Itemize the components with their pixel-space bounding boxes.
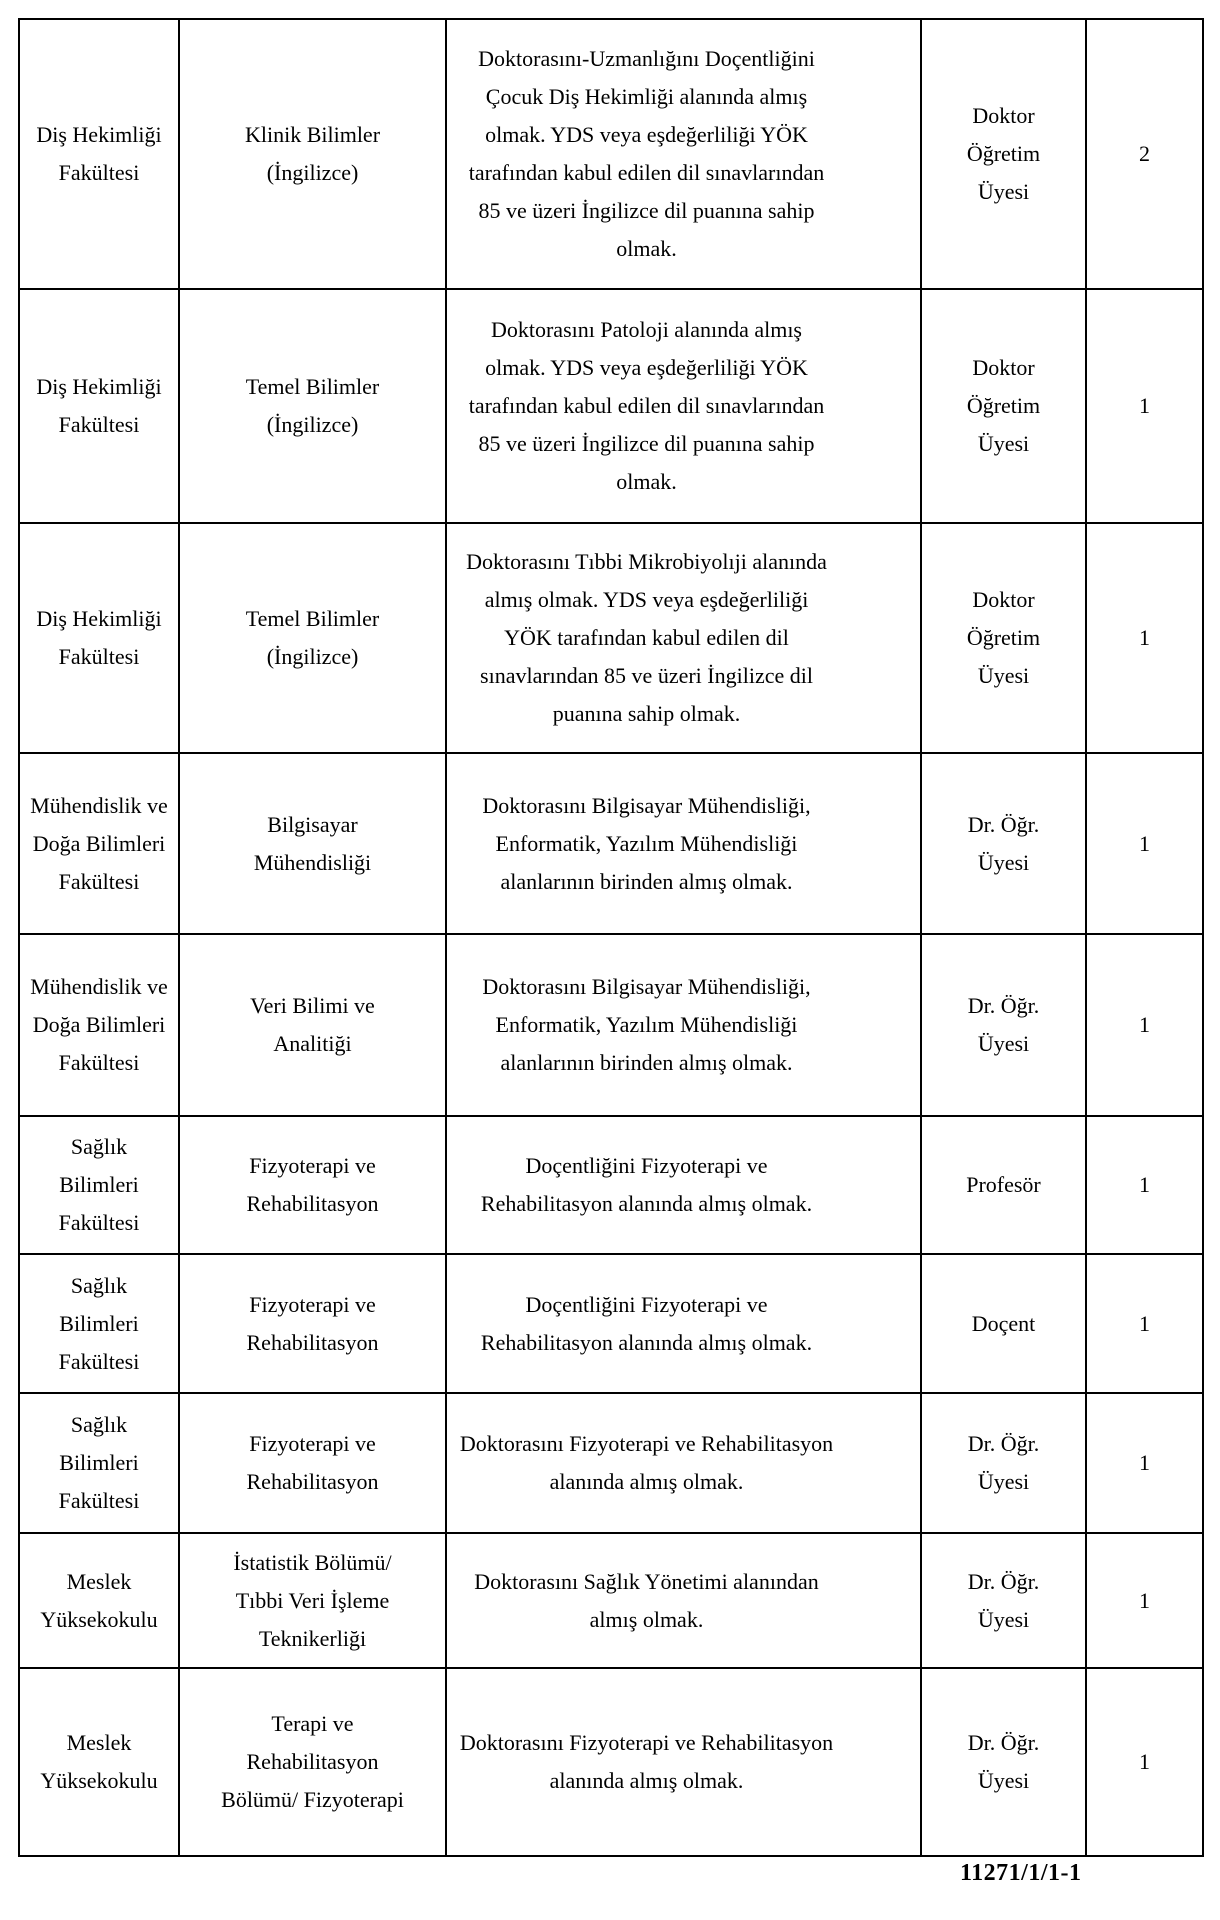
table-row (19, 1116, 1203, 1254)
title-cell: Dr. Öğr. Üyesi (921, 753, 1086, 934)
requirements-cell (446, 934, 921, 1116)
table-row (19, 1393, 1203, 1533)
table-row (19, 523, 1203, 753)
count-cell: 1 (1086, 1393, 1203, 1533)
department-cell: Fizyoterapi ve Rehabilitasyon (179, 1116, 446, 1254)
table-row (19, 1668, 1203, 1856)
requirements-cell (446, 1116, 921, 1254)
count-cell: 1 (1086, 934, 1203, 1116)
table-row (19, 19, 1203, 289)
requirements-cell (446, 1668, 921, 1856)
requirements-text: Doktorasını Fizyoterapi ve Rehabilitasyon alanında almış olmak. (459, 1431, 834, 1494)
requirements-cell (446, 753, 921, 934)
faculty-cell: Diş Hekimliği Fakültesi (19, 523, 179, 753)
department-cell: Bilgisayar Mühendisliği (179, 753, 446, 934)
requirements-text: Doktorasını Bilgisayar Mühendisliği, Enformatik, Yazılım Mühendisliği alanlarının birinden almış olmak. (482, 792, 811, 894)
department-cell: Terapi ve Rehabilitasyon Bölümü/ Fizyoterapi (179, 1668, 446, 1856)
requirements-cell (446, 289, 921, 523)
department-cell: Fizyoterapi ve Rehabilitasyon (179, 1254, 446, 1393)
requirements-cell (446, 1254, 921, 1393)
title-cell: Dr. Öğr. Üyesi (921, 1668, 1086, 1856)
requirements-text: Doktorasını-Uzmanlığını Doçentliğini Çocuk Diş Hekimliği alanında almış olmak. YDS veya eşdeğerliliği YÖK tarafından kabul edilen dil sınavlarından 85 ve üzeri İngilizce dil puanına sahip olmak. (468, 46, 825, 261)
count-cell: 1 (1086, 523, 1203, 753)
table-row (19, 753, 1203, 934)
title-cell: Doktor Öğretim Üyesi (921, 289, 1086, 523)
department-cell: İstatistik Bölümü/ Tıbbi Veri İşleme Teknikerliği (179, 1533, 446, 1668)
requirements-text: Doktorasını Bilgisayar Mühendisliği, Enformatik, Yazılım Mühendisliği alanlarının birinden almış olmak. (482, 974, 811, 1075)
faculty-cell: Sağlık Bilimleri Fakültesi (19, 1393, 179, 1533)
faculty-cell: Mühendislik ve Doğa Bilimleri Fakültesi (19, 934, 179, 1116)
department-cell: Veri Bilimi ve Analitiği (179, 934, 446, 1116)
count-cell: 1 (1086, 1533, 1203, 1668)
requirements-cell (446, 19, 921, 289)
department-cell: Temel Bilimler (İngilizce) (179, 523, 446, 753)
requirements-text: Doktorasını Fizyoterapi ve Rehabilitasyon alanında almış olmak. (459, 1730, 834, 1793)
title-cell: Dr. Öğr. Üyesi (921, 1533, 1086, 1668)
title-cell: Profesör (921, 1116, 1086, 1254)
table-row (19, 1533, 1203, 1668)
department-cell: Fizyoterapi ve Rehabilitasyon (179, 1393, 446, 1533)
count-cell: 2 (1086, 19, 1203, 289)
faculty-cell: Meslek Yüksekokulu (19, 1668, 179, 1856)
department-cell: Temel Bilimler (İngilizce) (179, 289, 446, 523)
faculty-cell: Mühendislik ve Doğa Bilimleri Fakültesi (19, 753, 179, 934)
title-cell: Doçent (921, 1254, 1086, 1393)
faculty-cell: Diş Hekimliği Fakültesi (19, 289, 179, 523)
document-number: 11271/1/1-1 (960, 1860, 1082, 1886)
title-cell: Doktor Öğretim Üyesi (921, 19, 1086, 289)
faculty-cell: Sağlık Bilimleri Fakültesi (19, 1116, 179, 1254)
title-cell: Dr. Öğr. Üyesi (921, 1393, 1086, 1533)
faculty-cell: Sağlık Bilimleri Fakültesi (19, 1254, 179, 1393)
requirements-text: Doçentliğini Fizyoterapi ve Rehabilitasyon alanında almış olmak. (480, 1153, 813, 1216)
count-cell: 1 (1086, 1116, 1203, 1254)
faculty-cell: Diş Hekimliği Fakültesi (19, 19, 179, 289)
requirements-cell (446, 1533, 921, 1668)
requirements-text: Doktorasını Patoloji alanında almış olmak. YDS veya eşdeğerliliği YÖK tarafından kabul edilen dil sınavlarından 85 ve üzeri İngilizce dil puanına sahip olmak. (468, 317, 825, 494)
requirements-cell (446, 523, 921, 753)
title-cell: Doktor Öğretim Üyesi (921, 523, 1086, 753)
count-cell: 1 (1086, 289, 1203, 523)
count-cell: 1 (1086, 753, 1203, 934)
faculty-cell: Meslek Yüksekokulu (19, 1533, 179, 1668)
table-row (19, 289, 1203, 523)
table-row (19, 934, 1203, 1116)
requirements-text: Doktorasını Tıbbi Mikrobiyolıji alanında almış olmak. YDS veya eşdeğerliliği YÖK tarafından kabul edilen dil sınavlarından 85 ve üzeri İngilizce dil puanına sahip olmak. (466, 549, 827, 726)
table-row (19, 1254, 1203, 1393)
requirements-text: Doktorasını Sağlık Yönetimi alanından almış olmak. (474, 1568, 819, 1632)
requirements-text: Doçentliğini Fizyoterapi ve Rehabilitasyon alanında almış olmak. (480, 1291, 813, 1355)
title-cell: Dr. Öğr. Üyesi (921, 934, 1086, 1116)
department-cell: Klinik Bilimler (İngilizce) (179, 19, 446, 289)
count-cell: 1 (1086, 1254, 1203, 1393)
requirements-cell (446, 1393, 921, 1533)
count-cell: 1 (1086, 1668, 1203, 1856)
positions-table (18, 18, 1204, 1857)
